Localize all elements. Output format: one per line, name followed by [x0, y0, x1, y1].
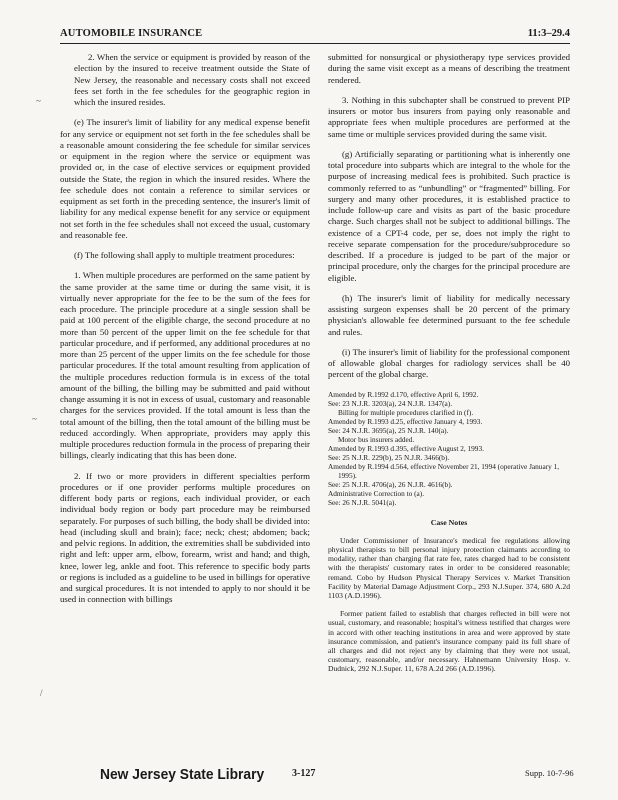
history-line: Amended by R.1993 d.395, effective August 2, 1993. — [328, 443, 484, 453]
margin-mark: ~ — [32, 414, 37, 424]
history-line: Administrative Correction to (a). — [328, 488, 425, 498]
history-line: Amended by R.1993 d.25, effective January 4, 1993. — [328, 416, 483, 426]
paragraph-i: (i) The insurer's limit of liability for the professional component of allowable global charges for radiology services shall be 40 percent of the global charge. — [328, 346, 570, 380]
paragraph-continued: submitted for nonsurgical or physiotherapy type services provided during the same visit except as a means of describing the treatment rendered. — [328, 52, 570, 85]
paragraph-f: (f) The following shall apply to multiple treatment procedures: — [74, 250, 295, 260]
paragraph-h: (h) The insurer's limit of liability for medically necessary assisting surgeon expenses shall be 20 percent of the primary physician's allowable fee determined pursuant to the fee schedule and rules. — [328, 292, 570, 337]
paragraph-g: (g) Artificially separating or partitioning what is inherently one total procedure into subparts which are integral to the whole for the purpose of increasing medical fees is prohibited. Such practice is commonly referred to as “unbundling” or “fragmented” billing. For surgery and many other procedures, it is established practice to include follow-up care and visits as part of the basic procedure charge. Such charges shall not be subject to additional billings. The existence of a CPT-4 code, per se, does not imply the right to receive separate compensation for the procedure/subprocedure so described. If a procedure is judged to be part of the major or principal procedure, only the charges for the principal procedure are eligible. — [328, 148, 570, 283]
paragraph-e2: 2. When the service or equipment is provided by reason of the election by the insured to receive treatment outside the State of New Jersey, the reasonable and necessary costs shall not exceed fees set forth in the fee schedules for the geographic region in which the insured resides. — [74, 52, 310, 107]
history-line: See: 26 N.J.R. 5041(a). — [328, 497, 397, 507]
paragraph-f3: 3. Nothing in this subchapter shall be construed to prevent PIP insurers or motor bus insurers from paying only reasonable and appropriate fees when multiple procedures are performed at the same time or multiple services provided during the same visit. — [328, 94, 570, 139]
history-line: See: 24 N.J.R. 3695(a), 25 N.J.R. 140(a). — [328, 425, 449, 435]
right-column — [328, 52, 570, 683]
left-column — [60, 52, 310, 615]
margin-mark: / — [40, 688, 43, 698]
paragraph-f2: 2. If two or more providers in different specialties perform procedures or if one provider performs multiple procedures on different body parts or regions, each individual provider, or each individual body region or body part procedure may be reimbursed separately. For purposes of such billing, the body shall be divided into: head (including skull and brain); face; neck; chest; abdomen; back; and pelvic regions. In addition, the extremities shall be subdivided into right and left: upper arm, elbow, forearm, wrist and hand; and thigh, knee, lower leg, ankle and foot. This reference to specific body parts or regions is included as a guideline to be used in billings for operative and surgical procedures. It is not intended to apply to nor should it be used in connection with billings — [60, 470, 310, 605]
running-header — [60, 28, 570, 42]
page-number: 3-127 — [292, 768, 316, 779]
history-line: Billing for multiple procedures clarified in (f). — [338, 407, 474, 417]
history-line: See: 25 N.J.R. 4706(a), 26 N.J.R. 4616(b). — [328, 479, 453, 489]
history-line: Amended by R.1994 d.564, effective November 21, 1994 (operative January 1, 1995). — [328, 461, 560, 480]
paragraph-f1: 1. When multiple procedures are performed on the same patient by the same provider at the same time or during the same visit, it is virtually never appropriate for the fee to be the sum of the fees for each procedure. The principle procedure at a single session shall be paid at 100 percent of the eligible charge, the second procedure at no more than 50 percent of the upper limit on the fee schedule for that particular procedure, and if performed, any additional procedures at no more than 25 percent of the upper limits on the fee schedule for those particular procedures. If the total amount resulting from application of the multiple procedures reduction formula is in excess of the total amount of the billing, the billing may be submitted and paid without change assuming it is not in excess of usual, customary and reasonable charges for the services provided. If the total amount is less than the total amount of the billing, then the total amount of the billing must be reduced accordingly. When appropriate, providers may apply this multiple procedures reduction formula in the process of preparing their billings, clearly indicating that this has been done. — [60, 270, 310, 461]
library-stamp: New Jersey State Library — [100, 766, 265, 783]
history-line: See: 23 N.J.R. 3203(a), 24 N.J.R. 1347(a). — [328, 398, 453, 408]
history-line: See: 25 N.J.R. 229(b), 25 N.J.R. 3466(b). — [328, 452, 450, 462]
margin-mark: ~ — [36, 96, 41, 106]
header-rule — [60, 43, 570, 44]
header-title: AUTOMOBILE INSURANCE — [60, 28, 203, 39]
history-line: Motor bus insurers added. — [338, 434, 415, 444]
amendment-history — [328, 390, 570, 507]
header-section: 11:3–29.4 — [527, 28, 570, 39]
case-note: Under Commissioner of Insurance's medical fee regulations allowing physical therapists to bill personal injury protection claimants according to modality, rather than charging flat rate fee, rates charged had to be consistent with the therapists' customary rates in order to be considered reasonable; remand. Cobo by Hudson Physical Therapy Services v. Market Transition Facility by Material Damage Adjustment Corp., 293 N.J.Super. 374, 680 A.2d 1103 (A.D.1996). — [328, 535, 570, 600]
supplement-date: Supp. 10-7-96 — [525, 768, 574, 778]
case-notes-heading: Case Notes — [430, 517, 468, 527]
paragraph-e: (e) The insurer's limit of liability for any medical expense benefit for any service or equipment not set forth in the fee schedules shall be a reasonable amount considering the fee schedule for similar services or equipment in the region where the service or equipment was provided or, in the case of elective services or equipment provided outside the State, the region in which the insured resides. Where the fee schedule does not contain a reference to similar services or equipment as set forth in the preceding sentence, the insurer's limit of liability for any medical expense benefit for any service or equipment not set forth in the fee schedules shall not exceed the usual, customary and reasonable fee. — [60, 117, 310, 240]
history-line: Amended by R.1992 d.170, effective April 6, 1992. — [328, 389, 479, 399]
case-note: Former patient failed to establish that charges reflected in bill were not usual, customary, and reasonable; hospital's witness testified that charges were in accord with other teaching institutions in area and were approved by state insurance commission, and patient's insurance company paid its full share of all charges and did not reject any by claiming that they were not usual, customary, reasonable, and/or necessary. Hahnemann University Hosp. v. Dudnick, 292 N.J.Super. 11, 678 A.2d 266 (A.D.1996). — [328, 609, 570, 674]
